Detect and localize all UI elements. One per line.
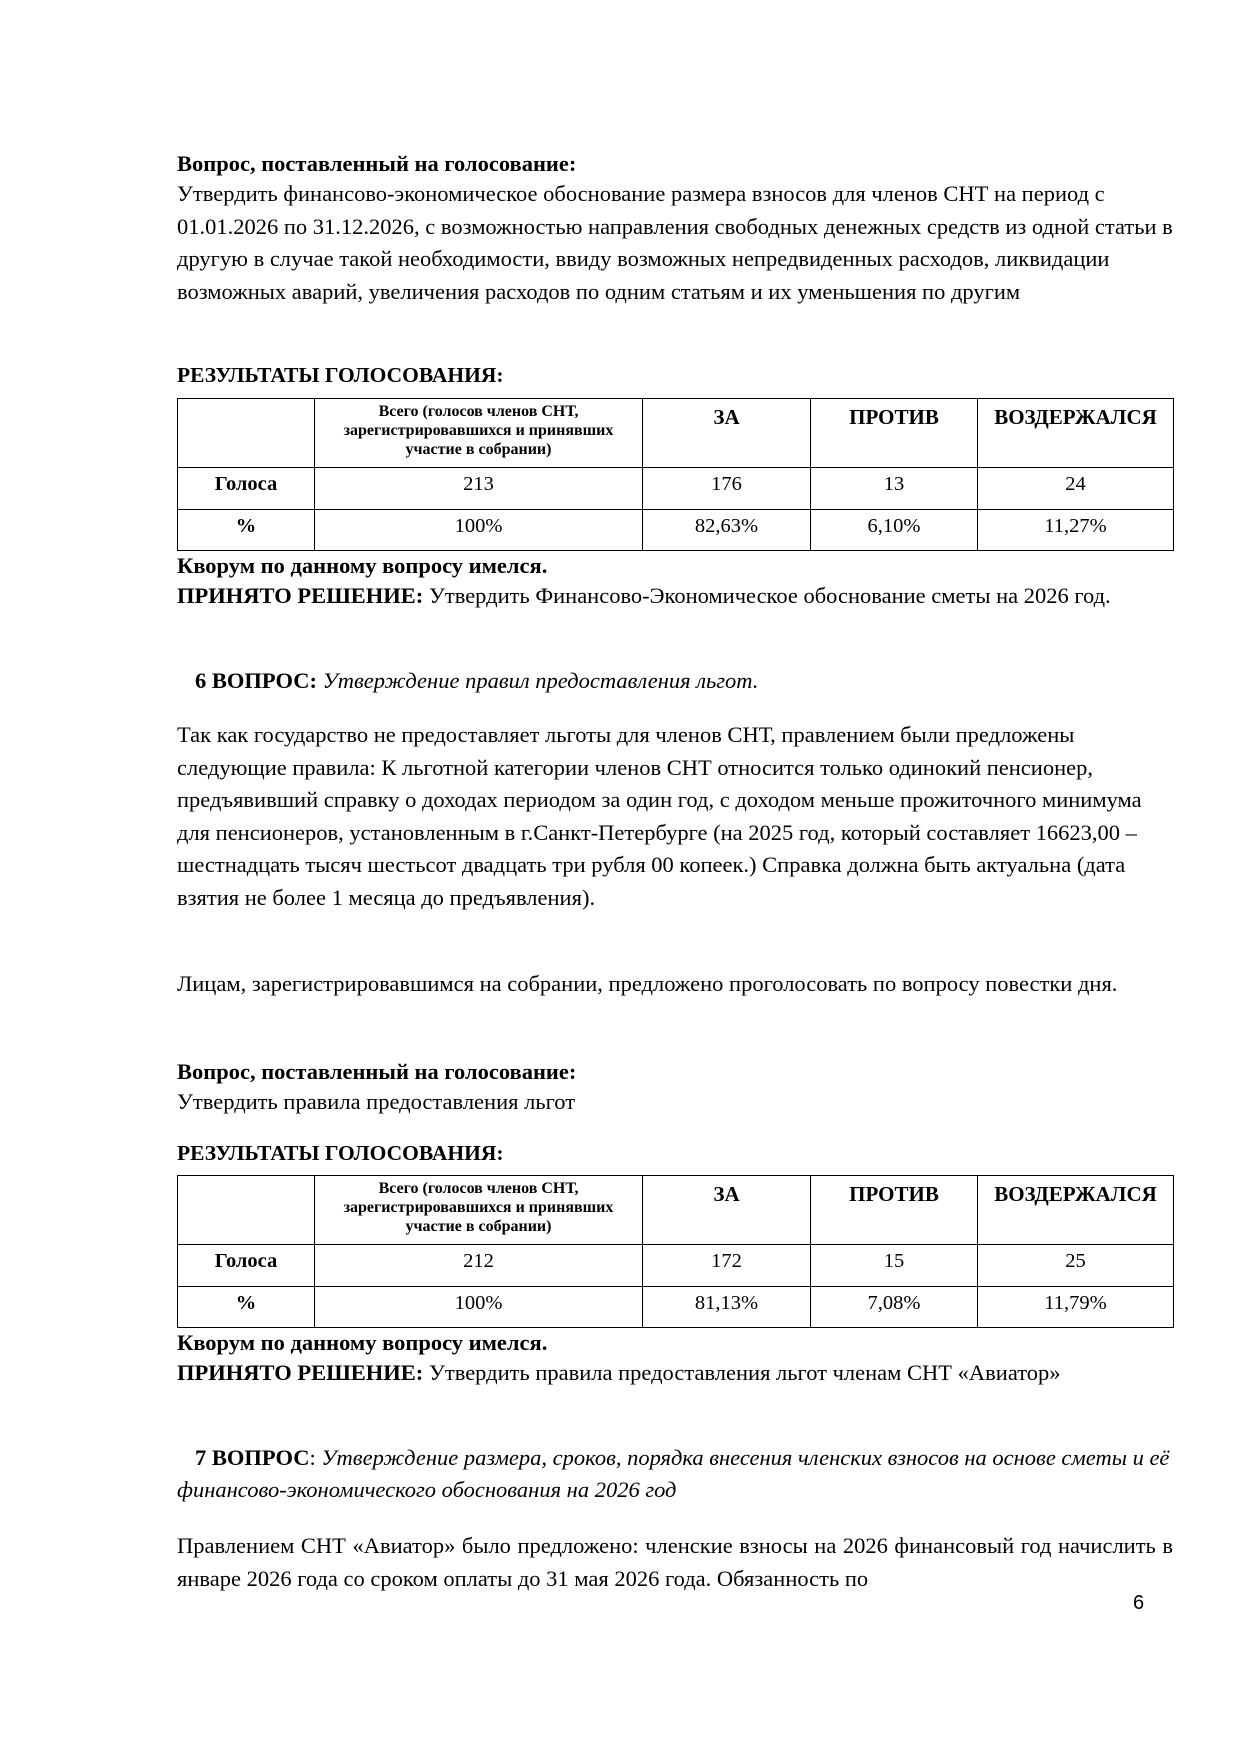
- table-row: [178, 1245, 1174, 1287]
- table-header-cell: ВОЗДЕРЖАЛСЯ: [978, 399, 1174, 468]
- table-header-cell: Всего (голосов членов СНТ, зарегистрировавшихся и принявших участие в собрании): [315, 1176, 643, 1245]
- decision-paragraph: [177, 580, 1173, 612]
- question-text: Утвердить правила предоставления льгот: [177, 1089, 576, 1114]
- table-header-cell: [178, 1176, 315, 1245]
- table-row: [178, 468, 1174, 510]
- table-header-row: [178, 399, 1174, 468]
- paragraph: Правлением СНТ «Авиатор» было предложено: членские взносы на 2026 финансовый год начислить в январе 2026 года со сроком оплаты до 31 мая 2026 года. Обязанность по: [177, 1533, 1173, 1591]
- agenda-item-6: [195, 665, 1173, 698]
- table-header-row: [178, 1176, 1174, 1245]
- table-cell: 25: [978, 1245, 1174, 1287]
- table-header-cell: ЗА: [643, 1176, 811, 1245]
- votes-table-1: [177, 398, 1174, 551]
- table-cell: 7,08%: [811, 1287, 978, 1328]
- results-heading: РЕЗУЛЬТАТЫ ГОЛОСОВАНИЯ:: [177, 1141, 504, 1165]
- table-cell: 100%: [315, 1287, 643, 1328]
- table-cell: 172: [643, 1245, 811, 1287]
- question-block-1: [177, 150, 1173, 308]
- table-cell: 11,27%: [978, 510, 1174, 551]
- agenda-item-7: [177, 1442, 1173, 1506]
- decision-label: ПРИНЯТО РЕШЕНИЕ:: [177, 1360, 424, 1385]
- table-cell: 6,10%: [811, 510, 978, 551]
- table-cell: 212: [315, 1245, 643, 1287]
- decision-label: ПРИНЯТО РЕШЕНИЕ:: [177, 583, 424, 608]
- quorum-text: Кворум по данному вопросу имелся.: [177, 1330, 548, 1355]
- table-cell: 13: [811, 468, 978, 510]
- table-header-cell: Всего (голосов членов СНТ, зарегистрировавшихся и принявших участие в собрании): [315, 399, 643, 468]
- table-cell: 176: [643, 468, 811, 510]
- table-cell: 24: [978, 468, 1174, 510]
- table-cell: 11,79%: [978, 1287, 1174, 1328]
- table-cell: 100%: [315, 510, 643, 551]
- paragraph: Так как государство не предоставляет льготы для членов СНТ, правлением были предложены следующие правила: К льготной категории членов СНТ относится только одинокий пенсионер, предъявивший справку о доходах периодом за один год, с доходом меньше прожиточного минимума для пенсионеров, установленным в г.Санкт-Петербурге (на 2025 год, который составляет 16623,00 – шестнадцать тысяч шестьсот двадцать три рубля 00 копеек.) Справка должна быть актуальна (дата взятия не более 1 месяца до предъявления).: [177, 722, 1142, 910]
- table-cell: 15: [811, 1245, 978, 1287]
- table-header-cell: ПРОТИВ: [811, 1176, 978, 1245]
- decision-paragraph: [177, 1357, 1173, 1389]
- benefits-paragraph: [177, 719, 1173, 914]
- agenda-item-label: 6 ВОПРОС:: [195, 668, 318, 693]
- agenda-item-heading: [177, 1442, 1173, 1506]
- decision-block-1: [177, 552, 1173, 612]
- decision-block-2: [177, 1329, 1173, 1389]
- paragraph: Лицам, зарегистрировавшимся на собрании, предложено проголосовать по вопросу повестки дня.: [177, 971, 1118, 996]
- table-row: [178, 1287, 1174, 1328]
- table-cell: 213: [315, 468, 643, 510]
- table-header-cell: ЗА: [643, 399, 811, 468]
- table-header-cell: [178, 399, 315, 468]
- agenda-item-title: Утверждение правил предоставления льгот.: [322, 668, 759, 693]
- page-number: 6: [1133, 1592, 1145, 1614]
- question-heading: Вопрос, поставленный на голосование:: [177, 151, 577, 176]
- results-heading: РЕЗУЛЬТАТЫ ГОЛОСОВАНИЯ:: [177, 363, 504, 387]
- agenda-item-title: Утверждение размера, сроков, порядка внесения членских взносов на основе сметы и её финансово-экономического обоснования на 2026 год: [177, 1445, 1170, 1502]
- table-header-cell: ПРОТИВ: [811, 399, 978, 468]
- decision-text: Утвердить правила предоставления льгот членам СНТ «Авиатор»: [428, 1360, 1061, 1385]
- table-header-cell: ВОЗДЕРЖАЛСЯ: [978, 1176, 1174, 1245]
- agenda-item-heading: [195, 665, 1173, 698]
- question-block-2: [177, 1058, 1173, 1118]
- table-row: [178, 510, 1174, 551]
- contributions-paragraph: [177, 1529, 1173, 1595]
- agenda-item-label: 7 ВОПРОС: [195, 1445, 310, 1470]
- table-cell: 82,63%: [643, 510, 811, 551]
- table-row-label: %: [178, 1287, 315, 1328]
- quorum-text: Кворум по данному вопросу имелся.: [177, 553, 548, 578]
- agenda-item-colon: :: [309, 1445, 316, 1470]
- decision-text: Утвердить Финансово-Экономическое обоснование сметы на 2026 год.: [428, 583, 1111, 608]
- table-row-label: Голоса: [178, 468, 315, 510]
- votes-table-2: [177, 1175, 1174, 1328]
- question-heading: Вопрос, поставленный на голосование:: [177, 1059, 577, 1084]
- table-row-label: Голоса: [178, 1245, 315, 1287]
- question-text: Утвердить финансово-экономическое обоснование размера взносов для членов СНТ на период с 01.01.2026 по 31.12.2026, с возможностью направления свободных денежных средств из одной статьи в другую в случае такой необходимости, ввиду возможных непредвиденных расходов, ликвидации возможных аварий, увеличения расходов по одним статьям и их уменьшения по другим: [177, 181, 1173, 304]
- table-cell: 81,13%: [643, 1287, 811, 1328]
- table-row-label: %: [178, 510, 315, 551]
- registered-paragraph: [177, 968, 1173, 1001]
